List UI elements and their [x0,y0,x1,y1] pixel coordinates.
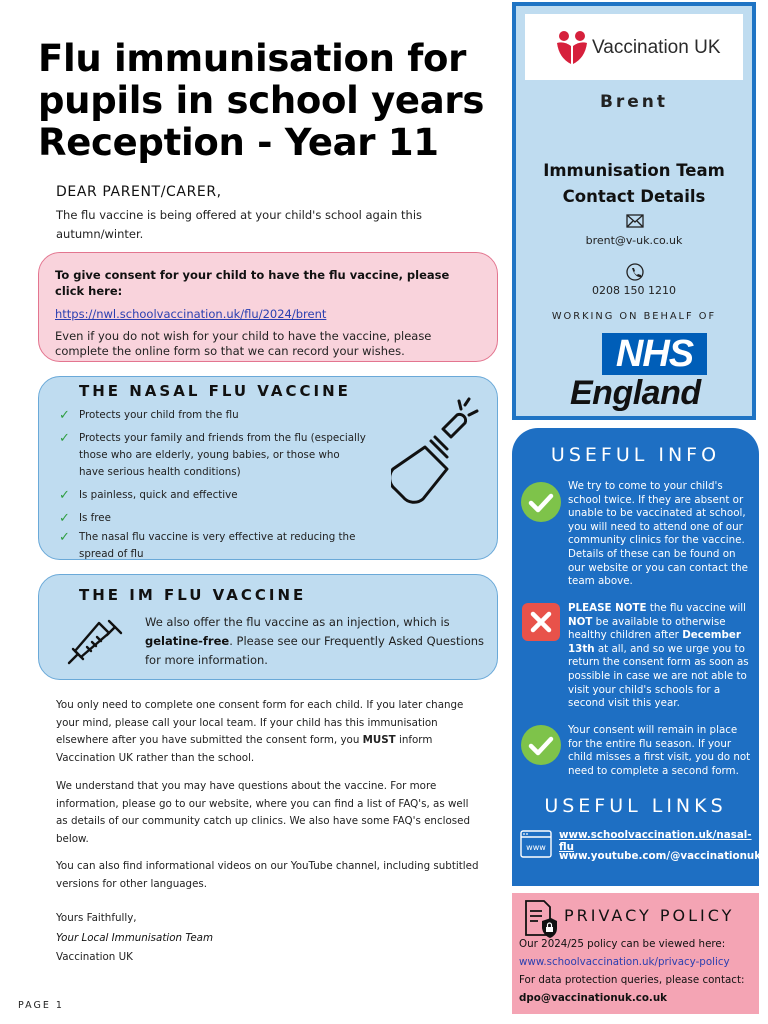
nasal-flu-link[interactable]: www.schoolvaccination.uk/nasal-flu [559,829,752,853]
intro-text: The flu vaccine is being offered at your child's school again this autumn/winter. [56,208,423,241]
contact-panel [512,2,756,420]
consent-lead: To give consent for your child to have the flu vaccine, please click here: [55,268,450,298]
privacy-lock-icon [520,899,558,939]
privacy-link[interactable]: www.schoolvaccination.uk/privacy-policy [519,956,730,968]
nasal-benefits-list [57,407,367,563]
working-on-behalf: WORKING ON BEHALF OF [551,311,717,322]
useful-info-heading: USEFUL INFO [550,444,721,466]
signoff-salutation: Yours Faithfully, [56,912,137,924]
nasal-heading: THE NASAL FLU VACCINE [79,382,351,400]
useful-info-panel [512,428,762,886]
signoff-team: Your Local Immunisation Team [56,932,214,944]
nasal-spray-icon [391,397,487,509]
list-item: ✓ Protects your child from the flu [59,408,239,423]
signoff-org: Vaccination UK [56,951,133,963]
consent-link[interactable]: https://nwl.schoolvaccination.uk/flu/2024/brent [55,307,327,321]
im-description: We also offer the flu vaccine as an injection, which is gelatine-free. Please see our Frequently Asked Questions for more information. [145,615,485,667]
svg-text:www: www [526,843,546,852]
www-icon [520,830,552,860]
check-icon: ✓ [59,431,70,446]
check-icon: ✓ [59,408,70,423]
im-heading: THE IM FLU VACCINE [79,586,307,604]
consent-note: Even if you do not wish for your child to have the vaccine, please complete the online form so that we can record your wishes. [55,329,432,358]
info-deadline-note: PLEASE NOTE the flu vaccine will NOT be available to otherwise healthy children after December 13th at all, and so we urge you to return the consent form as soon as possible in case we are not able to visit your child's schools for a second visit this year. [568,602,749,710]
check-icon: ✓ [59,488,70,503]
privacy-intro: Our 2024/25 policy can be viewed here: [519,938,726,950]
area-name: Brent [599,92,669,112]
privacy-heading: PRIVACY POLICY [564,906,735,925]
privacy-panel [512,893,759,1014]
info-two-visits: We try to come to your child's school twice. If they are absent or unable to be vaccinated at school, you will need to attend one of our community clinics for the vaccine. Details of these can be found on our website or you can contact the team above. [568,480,748,588]
heart-logo-icon [555,30,589,64]
faq-paragraph: We understand that you may have questions about the vaccine. For more information, please go to our website, where you can find a list of FAQ's, as well as details of our community catch up clinics. We also have some FAQ's enclosed below. [56,780,471,845]
list-item: ✓ Is free [59,511,111,526]
contact-email[interactable]: brent@v-uk.co.uk [585,234,683,247]
nhs-england-text: England [570,374,701,412]
dpo-email[interactable]: dpo@vaccinationuk.co.uk [519,992,668,1004]
check-circle-icon [521,725,561,765]
list-item: ✓ The nasal flu vaccine is very effective at reducing the spread of flu [59,530,356,560]
check-icon: ✓ [59,511,70,526]
page-title: Flu immunisation for pupils in school years Reception - Year 11 [38,37,485,164]
privacy-queries: For data protection queries, please contact: [519,974,745,986]
contact-heading: Immunisation Team Contact Details [543,161,725,206]
logo-text: Vaccination UK [592,37,721,58]
mail-icon [626,214,644,228]
youtube-paragraph: You can also find informational videos on our YouTube channel, including subtitled versions for other languages. [56,860,479,890]
check-icon: ✓ [59,530,70,545]
useful-links-heading: USEFUL LINKS [544,795,727,817]
check-circle-icon [521,482,561,522]
im-vaccine-box [38,574,498,680]
contact-phone: 0208 150 1210 [592,284,676,297]
list-item: ✓ Is painless, quick and effective [59,488,238,503]
syringe-icon [65,617,125,667]
consent-box [38,252,498,362]
cross-icon [522,603,560,641]
phone-icon [626,263,644,281]
list-item: ✓ Protects your family and friends from the flu (especially those who are elderly, young babies, or those who have serious health conditions) [59,431,366,478]
info-consent-season: Your consent will remain in place for the entire flu season. If your child misses a first visit, you do not need to complete a second form. [568,724,751,777]
page-number: PAGE 1 [18,1000,64,1011]
greeting: DEAR PARENT/CARER, [56,184,222,200]
vaccination-uk-logo [525,14,743,80]
nasal-vaccine-box [38,376,498,560]
nhs-logo: NHS [602,333,707,375]
youtube-link[interactable]: www.youtube.com/@vaccinationuk [559,850,762,862]
consent-change-paragraph: You only need to complete one consent form for each child. If you later change your mind, please call your local team. If your child has this immunisation elsewhere after you have submitted the consent form, you MUST inform Vaccination UK rather than the school. [56,699,464,764]
